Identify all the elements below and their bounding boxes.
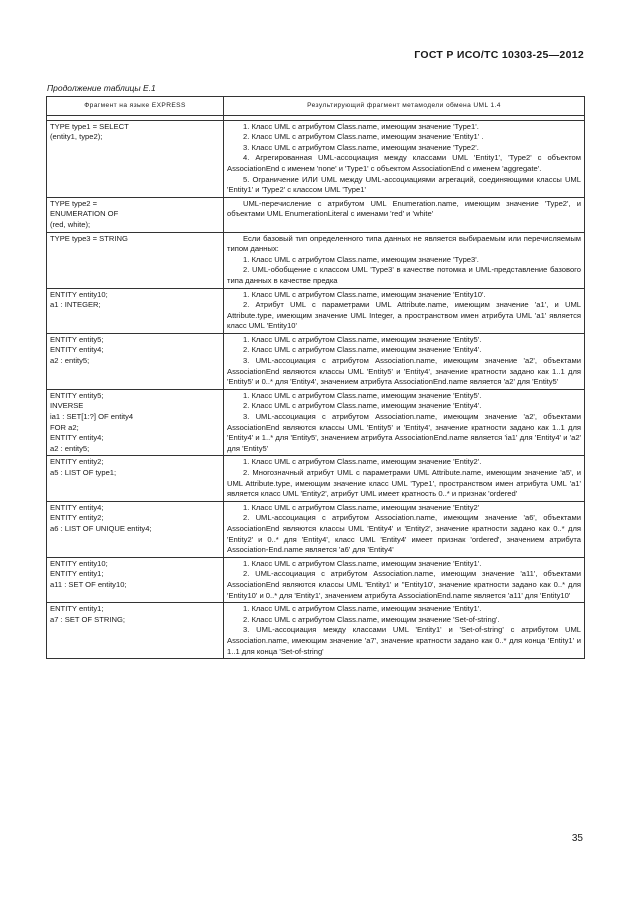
uml-description-paragraph: 4. Агрегированная UML-ассоциация между классами UML 'Entity1', 'Type2' с объектом AssociationEnd с именем 'none' и 'Type1' с объектом AssociationEnd с именем 'aggregate'. [227,153,581,173]
express-code-line: a2 : entity5; [50,356,90,366]
uml-fragment-cell [224,288,585,333]
express-code-line: ENUMERATION OF [50,209,119,219]
uml-description-paragraph: 1. Класс UML с атрибутом Class.name, имеющим значение 'Entity1'. [243,604,482,614]
column-header-uml: Результирующий фрагмент метамодели обмена UML 1.4 [224,97,585,116]
uml-fragment-cell [224,389,585,456]
express-code-line: (entity1, type2); [50,132,103,142]
express-code-line: (red, white); [50,219,91,229]
uml-description-paragraph: 1. Класс UML с атрибутом Class.name, имеющим значение 'Entity2'. [243,457,482,467]
express-code-line: ENTITY entity10; [50,558,108,568]
uml-description-paragraph: 2. Класс UML с атрибутом Class.name, имеющим значение 'Entity4'. [243,345,482,355]
express-fragment-cell [47,232,224,288]
express-code-line: a2 : entity5; [50,443,90,453]
uml-description-paragraph: 2. UML-ассоциация с атрибутом Association.name, имеющим значение 'a11', объектами AssociationEnd являются классы UML 'Entity1' и ''Entity10', значение кратности задано как 0..* для 'Entity10' и 0..* для 'Entity1', значением атрибута AssociationEnd.name является 'a11' для 'Entity10' [227,569,581,600]
uml-fragment-cell [224,232,585,288]
table-row [47,197,585,232]
uml-description-paragraph: 3. UML-ассоциация с атрибутом Association.name, имеющим значение 'a2', объектами AssociationEnd являются классы UML 'Entity5' и 'Entity4', значение кратности задано как 1..1 для 'Entity5' и 0..* для 'Entity4', значением атрибута AssociationEnd.name является 'a2' для 'Entity5' [227,356,581,387]
table-row [47,603,585,659]
uml-description-paragraph: 3. UML-ассоциация между классами UML 'Entity1' и 'Set-of-string' с атрибутом UML Association.name, имеющим значение 'a7', значение кратности задано как 0..* для конца 'Entity1' и 1..1 для конца 'Set-of-string' [227,625,581,656]
uml-description-paragraph: 2. UML-ассоциация с атрибутом Association.name, имеющим значение 'a6', объектами AssociationEnd являются классы UML 'Entity4' и 'Entity2', значение кратности задано как 0..* для 'Entity2' и 0..* для 'Entity4', класс UML 'Entity4' имеет признак 'ordered', значением атрибута Association-End.name является 'a6' для 'Entity4' [227,513,581,555]
table-row [47,456,585,501]
uml-description-paragraph: 2. Класс UML с атрибутом Class.name, имеющим значение 'Set-of-string'. [243,614,500,624]
uml-description-paragraph: 1. Класс UML с атрибутом Class.name, имеющим значение 'Entity2' [243,502,480,512]
uml-description-paragraph: 3. UML-ассоциация с атрибутом Association.name, имеющим значение 'a2', объектами AssociationEnd являются классы UML 'Entity5' и 'Entity4', значение кратности задано как 1..1 для 'Entity4' и 1..* для 'Entity5', значением атрибута AssociationEnd.name является 'ia1' для 'Entity4' и 'a2' для 'Entity5' [227,412,581,453]
uml-fragment-cell [224,333,585,389]
express-code-line: INVERSE [50,401,84,411]
express-code-line: a5 : LIST OF type1; [50,468,117,477]
express-code-line: ENTITY entity5; [50,390,104,400]
page-number: 35 [571,833,583,844]
uml-description-paragraph: 1. Класс UML с атрибутом Class.name, имеющим значение 'Type1'. [243,121,479,131]
express-code-line: TYPE type2 = [50,198,98,208]
uml-description-paragraph: 1. Класс UML с атрибутом Class.name, имеющим значение 'Entity5'. [243,390,482,400]
table-row [47,389,585,456]
uml-description-paragraph: 2. UML-обобщение с классом UML 'Type3' в качестве потомка и UML-представление базового типа данных в качестве предка [227,265,581,285]
express-code-line: FOR a2; [50,422,79,432]
express-code-line: ENTITY entity5; [50,334,104,344]
express-fragment-cell [47,456,224,501]
table-row [47,557,585,602]
document-standard-header: ГОСТ Р ИСО/ТС 10303-25—2012 [414,49,584,61]
express-code-line: ia1 : SET[1:?] OF entity4 [50,412,134,422]
column-header-express: Фрагмент на языке EXPRESS [47,97,224,116]
table-row [47,501,585,557]
express-fragment-cell [47,389,224,456]
express-code-line: a6 : LIST OF UNIQUE entity4; [50,523,152,533]
mapping-table [46,96,585,659]
uml-description-paragraph: Если базовый тип определенного типа данных не является выбираемым или перечисляемым типом данных: [227,233,581,254]
table-row [47,333,585,389]
express-code-line: ENTITY entity4; [50,433,104,443]
table-caption: Продолжение таблицы Е.1 [47,83,156,93]
uml-description-paragraph: 1. Класс UML с атрибутом Class.name, имеющим значение 'Entity1'. [243,558,482,568]
uml-description-paragraph: 2. Класс UML с атрибутом Class.name, имеющим значение 'Entity1' . [243,132,484,142]
express-fragment-cell [47,288,224,333]
uml-fragment-cell [224,603,585,659]
table-body [47,115,585,659]
express-code-line: ENTITY entity10; [50,289,108,299]
uml-fragment-cell [224,197,585,232]
express-code-line: ENTITY entity4; [50,502,104,512]
express-fragment-cell [47,197,224,232]
uml-fragment-cell [224,557,585,602]
uml-description-paragraph: 2. Атрибут UML с параметрами UML Attribute.name, имеющим значение 'a1', и UML Attribute.type, имеющим значение UML Integer, а пространством имен атрибута UML 'a1' является класс UML 'Entity10' [227,300,581,331]
express-fragment-cell [47,120,224,197]
uml-fragment-cell [224,456,585,501]
express-code-line: a1 : INTEGER; [50,300,101,310]
uml-fragment-cell [224,501,585,557]
uml-description-paragraph: 1. Класс UML с атрибутом Class.name, имеющим значение 'Type3'. [243,254,479,264]
express-code-line: a11 : SET OF entity10; [50,579,127,589]
express-code-line: ENTITY entity4; [50,345,104,355]
table-header-row [47,97,585,116]
express-fragment-cell [47,333,224,389]
express-fragment-cell [47,603,224,659]
express-code-line: ENTITY entity2; [50,513,104,523]
express-fragment-cell [47,501,224,557]
uml-description-paragraph: 1. Класс UML с атрибутом Class.name, имеющим значение 'Entity5'. [243,334,482,344]
uml-description-paragraph: 2. Класс UML с атрибутом Class.name, имеющим значение 'Entity4'. [243,401,482,411]
express-code-line: ENTITY entity1; [50,604,104,614]
uml-description-paragraph: 1. Класс UML с атрибутом Class.name, имеющим значение 'Entity10'. [243,289,486,299]
table-row [47,232,585,288]
express-code-line: TYPE type1 = SELECT [50,121,129,131]
express-code-line: ENTITY entity1; [50,569,104,579]
uml-fragment-cell [224,120,585,197]
uml-description-paragraph: 2. Многозначный атрибут UML с параметрами UML Attribute.name, имеющим значение 'a5', и UML Attribute.type, имеющим значение класс UML 'Type1', пространством имен атрибута UML 'a1' является класс UML 'Entity2', атрибут UML имеет кратность 0..* и признак 'ordered' [227,468,581,499]
uml-description-paragraph: UML-перечисление с атрибутом UML Enumeration.name, имеющим значение 'Type2', и объектами UML EnumerationLiteral с именами 'red' и 'white' [227,198,581,219]
table-row [47,120,585,197]
express-code-line: ENTITY entity2; [50,457,104,467]
uml-description-paragraph: 5. Ограничение ИЛИ UML между UML-ассоциациями агрегаций, соединяющими классы UML 'Entity1' и 'Type2' с классом UML 'Type1' [227,174,581,195]
express-code-line: TYPE type3 = STRING [50,233,128,243]
table-row [47,288,585,333]
uml-description-paragraph: 3. Класс UML с атрибутом Class.name, имеющим значение 'Type2'. [243,142,479,152]
express-fragment-cell [47,557,224,602]
express-code-line: a7 : SET OF STRING; [50,614,125,624]
